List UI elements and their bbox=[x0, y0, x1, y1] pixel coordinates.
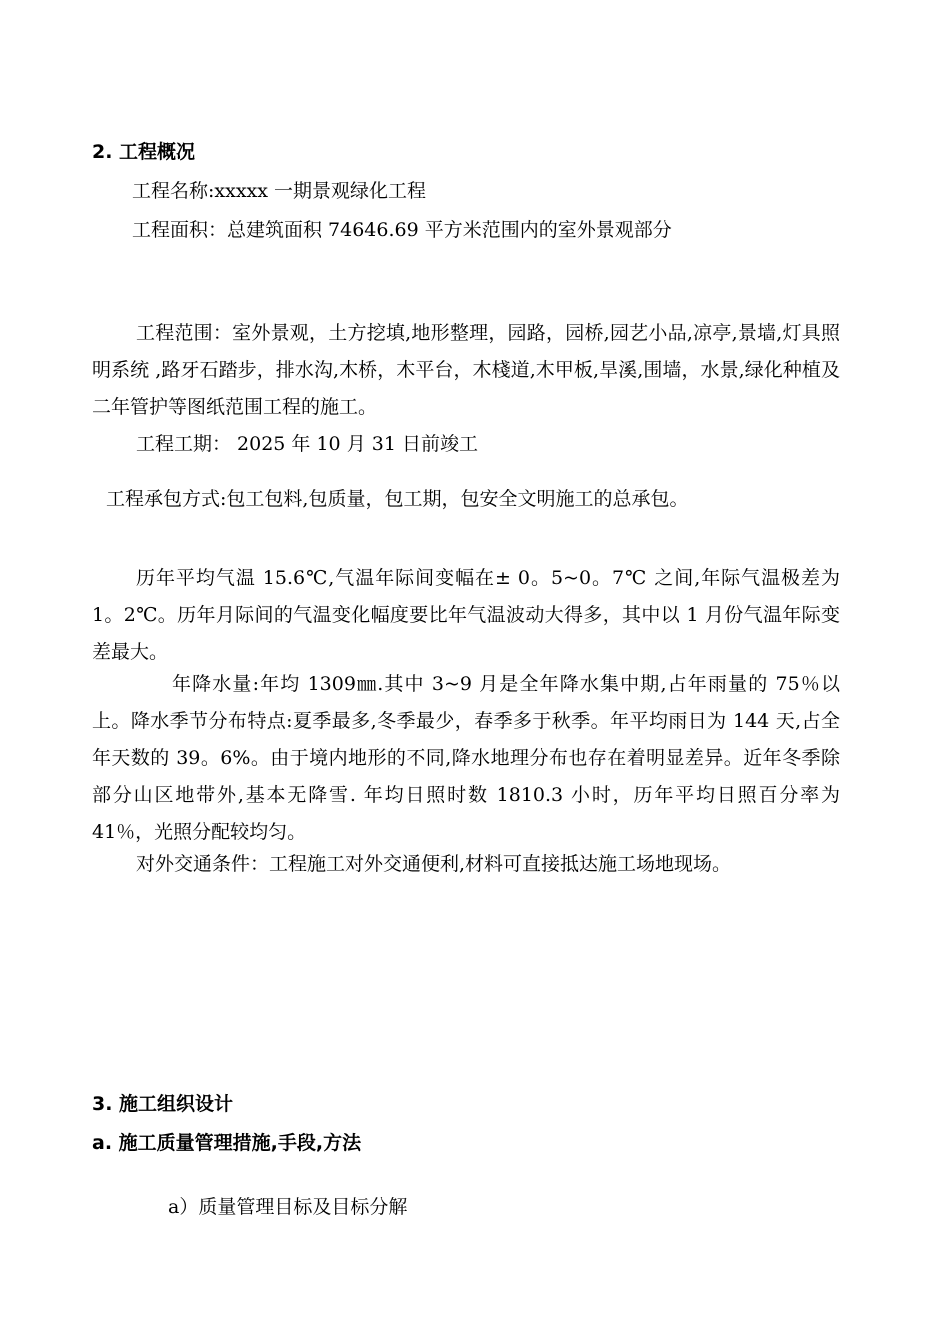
section-3-heading: 3. 施工组织设计 bbox=[92, 1093, 234, 1115]
temperature-paragraph: 历年平均气温 15.6℃,气温年际间变幅在± 0。5~0。7℃ 之间,年际气温极差为 1。2℃。历年月际间的气温变化幅度要比年气温波动大得多，其中以 1 月份气温年际变差最大。 bbox=[92, 567, 840, 663]
quality-target-item: a）质量管理目标及目标分解 bbox=[168, 1196, 408, 1218]
project-period: 工程工期： 2025 年 10 月 31 日前竣工 bbox=[136, 433, 478, 455]
section-3a-subheading: a. 施工质量管理措施,手段,方法 bbox=[92, 1132, 362, 1154]
project-name: 工程名称:xxxxx 一期景观绿化工程 bbox=[132, 180, 427, 202]
project-area: 工程面积：总建筑面积 74646.69 平方米范围内的室外景观部分 bbox=[132, 219, 672, 241]
precipitation-paragraph: 年降水量:年均 1309㎜.其中 3~9 月是全年降水集中期,占年雨量的 75％以上。降水季节分布特点:夏季最多,冬季最少，春季多于秋季。年平均雨日为 144 天,占全年天数的 39。6%。由于境内地形的不同,降水地理分布也存在着明显差异。近年冬季除部分山区地带外,基本无降雪. 年均日照时数 1810.3 小时，历年平均日照百分率为 41％，光照分配较均匀。 bbox=[92, 673, 840, 843]
section-2-heading: 2. 工程概况 bbox=[92, 141, 196, 163]
project-scope: 工程范围：室外景观，土方挖填,地形整理，园路，园桥,园艺小品,凉亭,景墙,灯具照明系统 ,路牙石踏步，排水沟,木桥，木平台，木棧道,木甲板,旱溪,围墙，水景,绿化种植及二年管护等图纸范围工程的施工。 bbox=[92, 322, 840, 418]
traffic-conditions: 对外交通条件：工程施工对外交通便利,材料可直接抵达施工场地现场。 bbox=[136, 853, 732, 875]
contract-method: 工程承包方式:包工包料,包质量，包工期，包安全文明施工的总承包。 bbox=[106, 488, 689, 510]
